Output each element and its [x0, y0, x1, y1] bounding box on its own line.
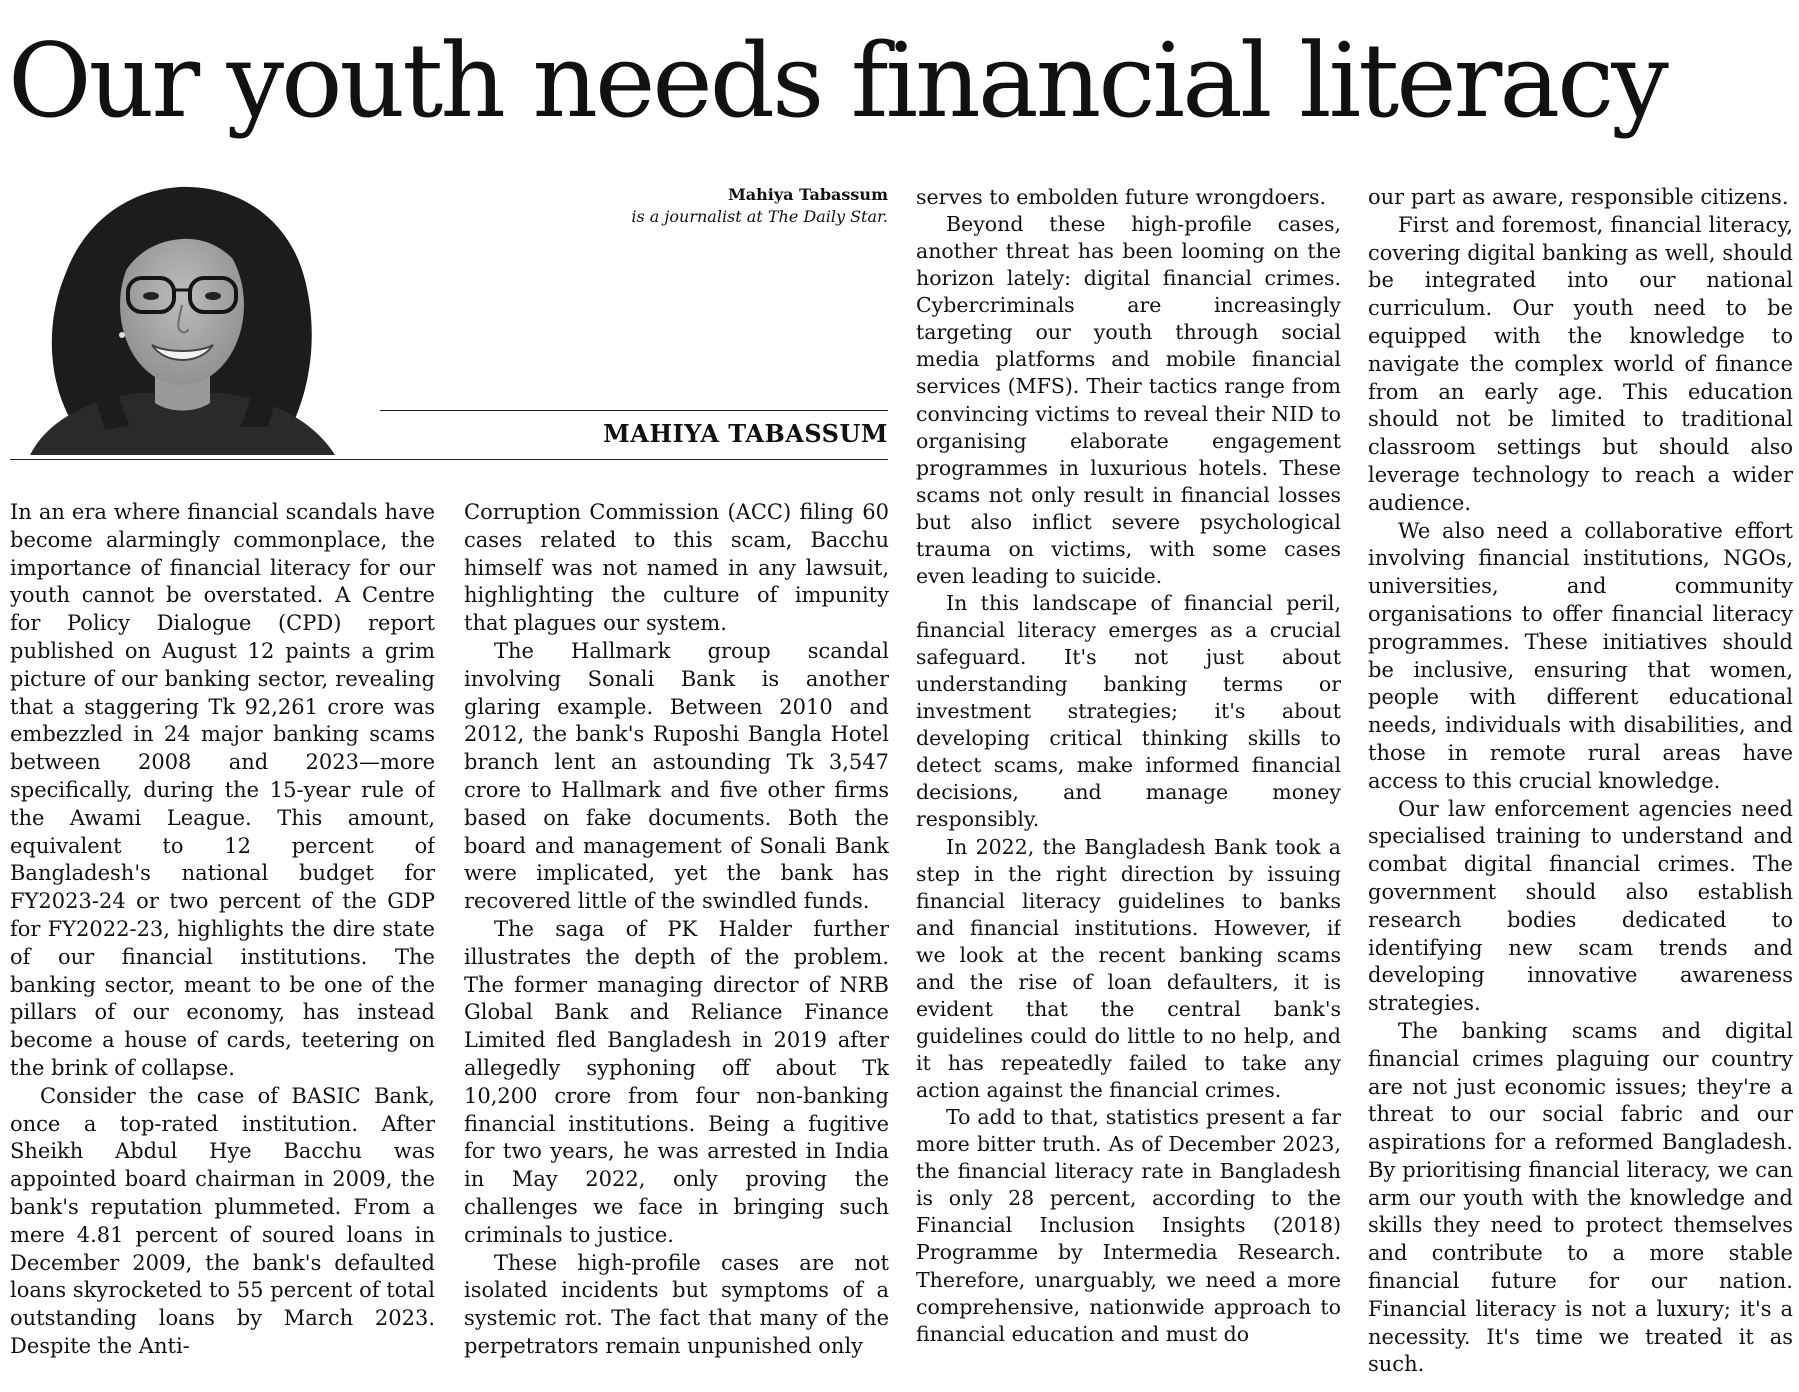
paragraph: Beyond these high-profile cases, another threat has been looming on the horizon lately: digital financial crimes. Cybercriminals are increasingly targeting our youth through social media platforms and mobile financial services (MFS). Their tactics range from convincing victims to reveal their NID to organising elaborate engagement programmes in luxurious hotels. These scams not only result in financial losses but also inflict severe psychological trauma on victims, with some cases even leading to suicide.: [916, 212, 1341, 588]
article-headline: Our youth needs financial literacy: [8, 22, 1666, 141]
author-photo: [10, 165, 350, 455]
paragraph: Corruption Commission (ACC) filing 60 cases related to this scam, Bacchu himself was not named in any lawsuit, highlighting the culture of impunity that plagues our system.: [464, 500, 889, 636]
byline-rule: [380, 410, 888, 411]
article-column-4: [1368, 184, 1793, 1387]
photo-base-rule: [10, 459, 888, 460]
author-name-caps: MAHIYA TABASSUM: [603, 419, 888, 448]
paragraph: In an era where financial scandals have become alarmingly commonplace, the importance of financial literacy for our youth cannot be overstated. A Centre for Policy Dialogue (CPD) report published on August 12 paints a grim picture of our banking sector, revealing that a staggering Tk 92,261 crore was embezzled in 24 major banking scams between 2008 and 2023—more specifically, during the 15-year rule of the Awami League. This amount, equivalent to 12 percent of Bangladesh's national budget for FY2023-24 or two percent of the GDP for FY2022-23, highlights the dire state of our financial institutions. The banking sector, meant to be one of the pillars of our economy, has instead become a house of cards, teetering on the brink of collapse.: [10, 500, 435, 1080]
paragraph: our part as aware, responsible citizens.: [1368, 185, 1789, 209]
paragraph: Our law enforcement agencies need specialised training to understand and combat digital financial crimes. The government should also establish research bodies dedicated to identifying new scam trends and developing innovative awareness strategies.: [1368, 796, 1793, 1016]
paragraph: The saga of PK Halder further illustrates the depth of the problem. The former managing director of NRB Global Bank and Reliance Finance Limited fled Bangladesh in 2019 after allegedly syphoning off about Tk 10,200 crore from four non-banking financial institutions. Being a fugitive for two years, he was arrested in India in May 2022, only proving the challenges we face in bringing such criminals to justice.: [464, 916, 889, 1247]
article-column-3: [916, 184, 1341, 1387]
byline-role: is a journalist at The Daily Star.: [631, 207, 888, 226]
paragraph: First and foremost, financial literacy, covering digital banking as well, should be integrated into our national curriculum. Our youth need to be equipped with the knowledge to navigate the complex world of finance from an early age. This education should not be limited to traditional classroom settings but should also leverage technology to reach a wider audience.: [1368, 212, 1793, 515]
paragraph: serves to embolden future wrongdoers.: [916, 185, 1326, 209]
paragraph: In 2022, the Bangladesh Bank took a step in the right direction by issuing financial literacy guidelines to banks and financial institutions. However, if we look at the recent banking scams and the rise of loan defaulters, it is evident that the central bank's guidelines could do little to no help, and it has repeatedly failed to take any action against the financial crimes.: [916, 834, 1341, 1103]
paragraph: Consider the case of BASIC Bank, once a top-rated institution. After Sheikh Abdul Hye Bacchu was appointed board chairman in 2009, the bank's reputation plummeted. From a mere 4.81 percent of soured loans in December 2009, the bank's defaulted loans skyrocketed to 55 percent of total outstanding loans by March 2023. Despite the Anti-: [10, 1083, 435, 1358]
paragraph: The Hallmark group scandal involving Sonali Bank is another glaring example. Between 2010 and 2012, the bank's Ruposhi Bangla Hotel branch lent an astounding Tk 3,547 crore to Hallmark and five other firms based on fake documents. Both the board and management of Sonali Bank were implicated, yet the bank has recovered little of the swindled funds.: [464, 638, 889, 914]
byline: [360, 184, 888, 228]
byline-name: Mahiya Tabassum: [728, 185, 888, 204]
paragraph: To add to that, statistics present a far more bitter truth. As of December 2023, the financial literacy rate in Bangladesh is only 28 percent, according to the Financial Inclusion Insights (2018) Programme by Intermedia Research. Therefore, unarguably, we need a more comprehensive, nationwide approach to financial education and must do: [916, 1105, 1341, 1346]
paragraph: These high-profile cases are not isolated incidents but symptoms of a systemic rot. The fact that many of the perpetrators remain unpunished only: [464, 1250, 889, 1358]
paragraph: In this landscape of financial peril, financial literacy emerges as a crucial safeguard. It's not just about understanding banking terms or investment strategies; it's about developing critical thinking skills to detect scams, make informed financial decisions, and manage money responsibly.: [916, 590, 1341, 832]
article-column-2: [464, 499, 889, 1387]
article-column-1: [10, 499, 435, 1387]
paragraph: The banking scams and digital financial crimes plaguing our country are not just economic issues; they're a threat to our social fabric and our aspirations for a reformed Bangladesh. By prioritising financial literacy, we can arm our youth with the knowledge and skills they need to protect themselves and contribute to a more stable financial future for our nation. Financial literacy is not a luxury; it's a necessity. It's time we treated it as such.: [1368, 1018, 1793, 1377]
paragraph: We also need a collaborative effort involving financial institutions, NGOs, universities, and community organisations to offer financial literacy programmes. These initiatives should be inclusive, ensuring that women, people with different educational needs, individuals with disabilities, and those in remote rural areas have access to this crucial knowledge.: [1368, 518, 1793, 793]
